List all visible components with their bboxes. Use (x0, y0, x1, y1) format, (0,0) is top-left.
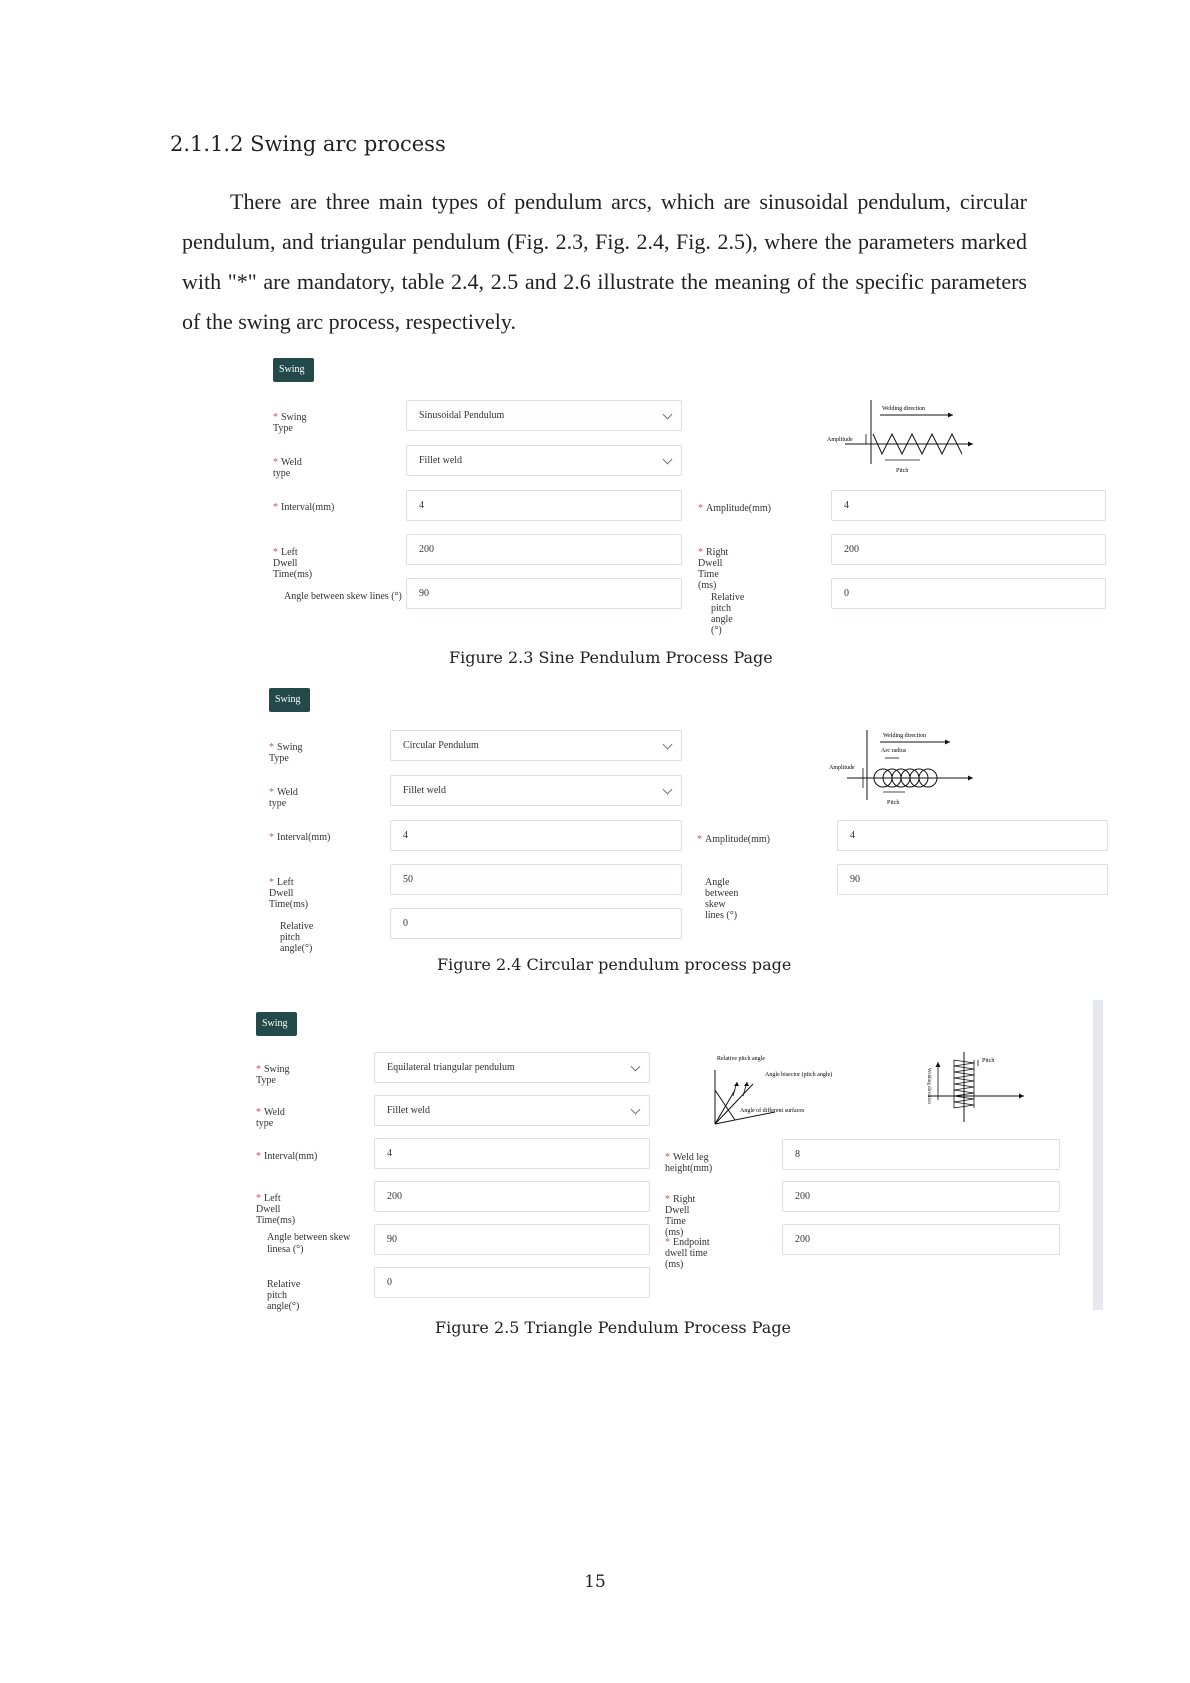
required-star: * (665, 1152, 670, 1163)
required-star: * (665, 1237, 670, 1248)
required-star: * (256, 1193, 261, 1204)
figure-caption-2-4: Figure 2.4 Circular pendulum process page (437, 955, 792, 974)
left-dwell-label: * Left Dwell Time(ms) (269, 877, 309, 910)
required-star: * (273, 502, 278, 513)
pitch-label: Pitch (887, 800, 900, 806)
weld-type-select[interactable]: Fillet weld (390, 775, 682, 806)
weld-type-label: * Weld type (256, 1107, 285, 1129)
angle-bisector-label: Angle bisector (pitch angle) (765, 1072, 833, 1078)
triangle-wave-diagram (918, 1050, 1028, 1126)
right-dwell-input[interactable]: 200 (831, 534, 1106, 565)
skew-angle-input[interactable]: 90 (374, 1224, 650, 1255)
swing-params-badge: Swing Params (256, 1012, 297, 1036)
amplitude-label: * Amplitude(mm) (697, 834, 770, 845)
interval-input[interactable]: 4 (406, 490, 682, 521)
required-star: * (269, 832, 274, 843)
pitch-angle-label: Relative pitch angle(°) (267, 1279, 301, 1312)
intro-paragraph: There are three main types of pendulum arcs, which are sinusoidal pendulum, circular pendulum, and triangular pendulum (Fig. 2.3, Fig. 2.4, Fig. 2.5), where the parameters marked with "*" are mandatory, table 2.4, 2.5 and 2.6 illustrate the meaning of the specific parameters of the swing arc process, respectively. (182, 189, 1027, 334)
pitch-angle-input[interactable]: 0 (374, 1267, 650, 1298)
amplitude-label: Amplitude (829, 765, 855, 771)
amplitude-label: * Amplitude(mm) (698, 503, 771, 514)
swing-type-select[interactable]: Sinusoidal Pendulum (406, 400, 682, 431)
swing-type-label: * Swing Type (256, 1064, 290, 1086)
amplitude-input[interactable]: 4 (837, 820, 1108, 851)
required-star: * (273, 547, 278, 558)
section-heading: 2.1.1.2 Swing arc process (170, 132, 446, 156)
interval-label: * Interval(mm) (273, 502, 335, 513)
pitch-angle-label: Relative pitch angle(°) (280, 921, 314, 954)
required-star: * (698, 547, 703, 558)
interval-input[interactable]: 4 (390, 820, 682, 851)
triangle-angle-diagram (705, 1050, 855, 1126)
right-dwell-input[interactable]: 200 (782, 1181, 1060, 1212)
right-dwell-label: * Right Dwell Time (ms) (665, 1194, 696, 1238)
weld-type-select[interactable]: Fillet weld (374, 1095, 650, 1126)
required-star: * (698, 503, 703, 514)
pitch-label: Pitch (982, 1058, 995, 1064)
skew-angle-label: Angle between skew lines (°) (284, 591, 402, 602)
required-star: * (256, 1064, 261, 1075)
swing-type-select[interactable]: Circular Pendulum (390, 730, 682, 761)
skew-angle-label: Angle between skew lines (°) (705, 877, 739, 921)
skew-angle-input[interactable]: 90 (837, 864, 1108, 895)
interval-input[interactable]: 4 (374, 1138, 650, 1169)
left-dwell-input[interactable]: 50 (390, 864, 682, 895)
arc-radius-label: Arc radius (881, 748, 907, 754)
welding-direction-label: Welding direction (926, 1068, 931, 1104)
pitch-angle-label: Relative pitch angle (°) (711, 592, 745, 636)
interval-label: * Interval(mm) (256, 1151, 318, 1162)
skew-angle-input[interactable]: 90 (406, 578, 682, 609)
pitch-label: Pitch (896, 468, 909, 474)
figure-caption-2-3: Figure 2.3 Sine Pendulum Process Page (449, 648, 773, 667)
required-star: * (665, 1194, 670, 1205)
left-dwell-input[interactable]: 200 (374, 1181, 650, 1212)
scrollbar[interactable] (1093, 1000, 1103, 1310)
required-star: * (269, 877, 274, 888)
weld-type-label: * Weld type (273, 457, 302, 479)
required-star: * (269, 742, 274, 753)
swing-params-badge: Swing Params (273, 358, 314, 382)
swing-type-label: * Swing Type (273, 412, 307, 434)
left-dwell-input[interactable]: 200 (406, 534, 682, 565)
circular-diagram (825, 728, 975, 812)
right-dwell-label: * Right Dwell Time (ms) (698, 547, 729, 591)
weld-type-select[interactable]: Fillet weld (406, 445, 682, 476)
welding-direction-label: Welding direction (883, 733, 927, 739)
chevron-down-icon (663, 455, 673, 465)
required-star: * (269, 787, 274, 798)
amplitude-input[interactable]: 4 (831, 490, 1106, 521)
weld-leg-input[interactable]: 8 (782, 1139, 1060, 1170)
interval-label: * Interval(mm) (269, 832, 331, 843)
figure-caption-2-5: Figure 2.5 Triangle Pendulum Process Page (435, 1318, 792, 1337)
pitch-angle-input[interactable]: 0 (390, 908, 682, 939)
weld-type-label: * Weld type (269, 787, 298, 809)
chevron-down-icon (663, 410, 673, 420)
chevron-down-icon (631, 1062, 641, 1072)
chevron-down-icon (663, 740, 673, 750)
swing-type-label: * Swing Type (269, 742, 303, 764)
chevron-down-icon (631, 1105, 641, 1115)
left-dwell-label: * Left Dwell Time(ms) (273, 547, 313, 580)
sine-diagram (825, 398, 975, 478)
chevron-down-icon (663, 785, 673, 795)
swing-type-select[interactable]: Equilateral triangular pendulum (374, 1052, 650, 1083)
angle-surfaces-label: Angle of different surfaces (740, 1108, 805, 1114)
required-star: * (273, 412, 278, 423)
left-dwell-label: * Left Dwell Time(ms) (256, 1193, 296, 1226)
required-star: * (256, 1107, 261, 1118)
swing-params-badge: Swing Params (269, 688, 310, 712)
pitch-angle-input[interactable]: 0 (831, 578, 1106, 609)
skew-angle-label: Angle between skew linesa (°) (267, 1232, 351, 1255)
required-star: * (256, 1151, 261, 1162)
required-star: * (273, 457, 278, 468)
required-star: * (697, 834, 702, 845)
weld-leg-label: * Weld leg height(mm) (665, 1152, 713, 1174)
endpoint-dwell-label: * Endpoint dwell time (ms) (665, 1237, 710, 1270)
amplitude-label: Amplitude (827, 437, 853, 443)
page-number: 15 (584, 1572, 606, 1592)
relative-pitch-angle-label: Relative pitch angle (717, 1056, 765, 1062)
welding-direction-label: Welding direction (882, 406, 926, 412)
endpoint-dwell-input[interactable]: 200 (782, 1224, 1060, 1255)
